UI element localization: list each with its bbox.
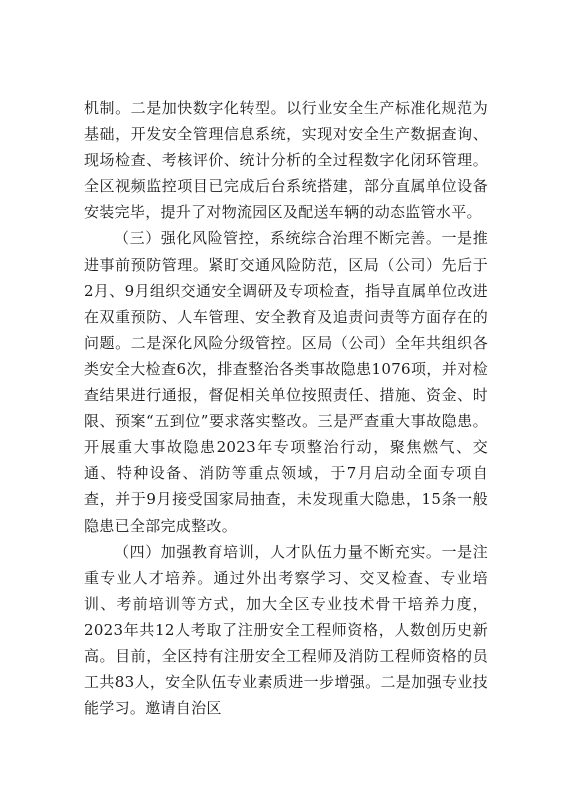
document-body xyxy=(84,95,488,721)
paragraph-section-three: （三）强化风险管控，系统综合治理不断完善。一是推进事前预防管理。紧盯交通风险防范，区局（公司）先后于2月、9月组织交通安全调研及专项检查，指导直属单位改进在双重预防、人车管理、安全教育及追责问责等方面存在的问题。二是深化风险分级管控。区局（公司）全年共组织各类安全大检查6次，排查整治各类事故隐患1076项，并对检查结果进行通报，督促相关单位按照责任、措施、资金、时限、预案“五到位”要求落实整改。三是严查重大事故隐患。开展重大事故隐患2023年专项整治行动，聚焦燃气、交通、特种设备、消防等重点领域，于7月启动全面专项自查，并于9月接受国家局抽查，未发现重大隐患，15条一般隐患已全部完成整改。 xyxy=(84,229,488,535)
paragraph-continuation: 机制。二是加快数字化转型。以行业安全生产标准化规范为基础，开发安全管理信息系统，实现对安全生产数据查询、现场检查、考核评价、统计分析的全过程数字化闭环管理。全区视频监控项目已完成后台系统搭建，部分直属单位设备安装完毕，提升了对物流园区及配送车辆的动态监管水平。 xyxy=(84,99,488,222)
paragraph-section-four: （四）加强教育培训，人才队伍力量不断充实。一是注重专业人才培养。通过外出考察学习、交叉检查、专业培训、考前培训等方式，加大全区专业技术骨干培养力度，2023年共12人考取了注册安全工程师资格，人数创历史新高。目前，全区持有注册安全工程师及消防工程师资格的员工共83人，安全队伍专业素质进一步增强。二是加强专业技能学习。邀请自治区 xyxy=(84,542,488,718)
